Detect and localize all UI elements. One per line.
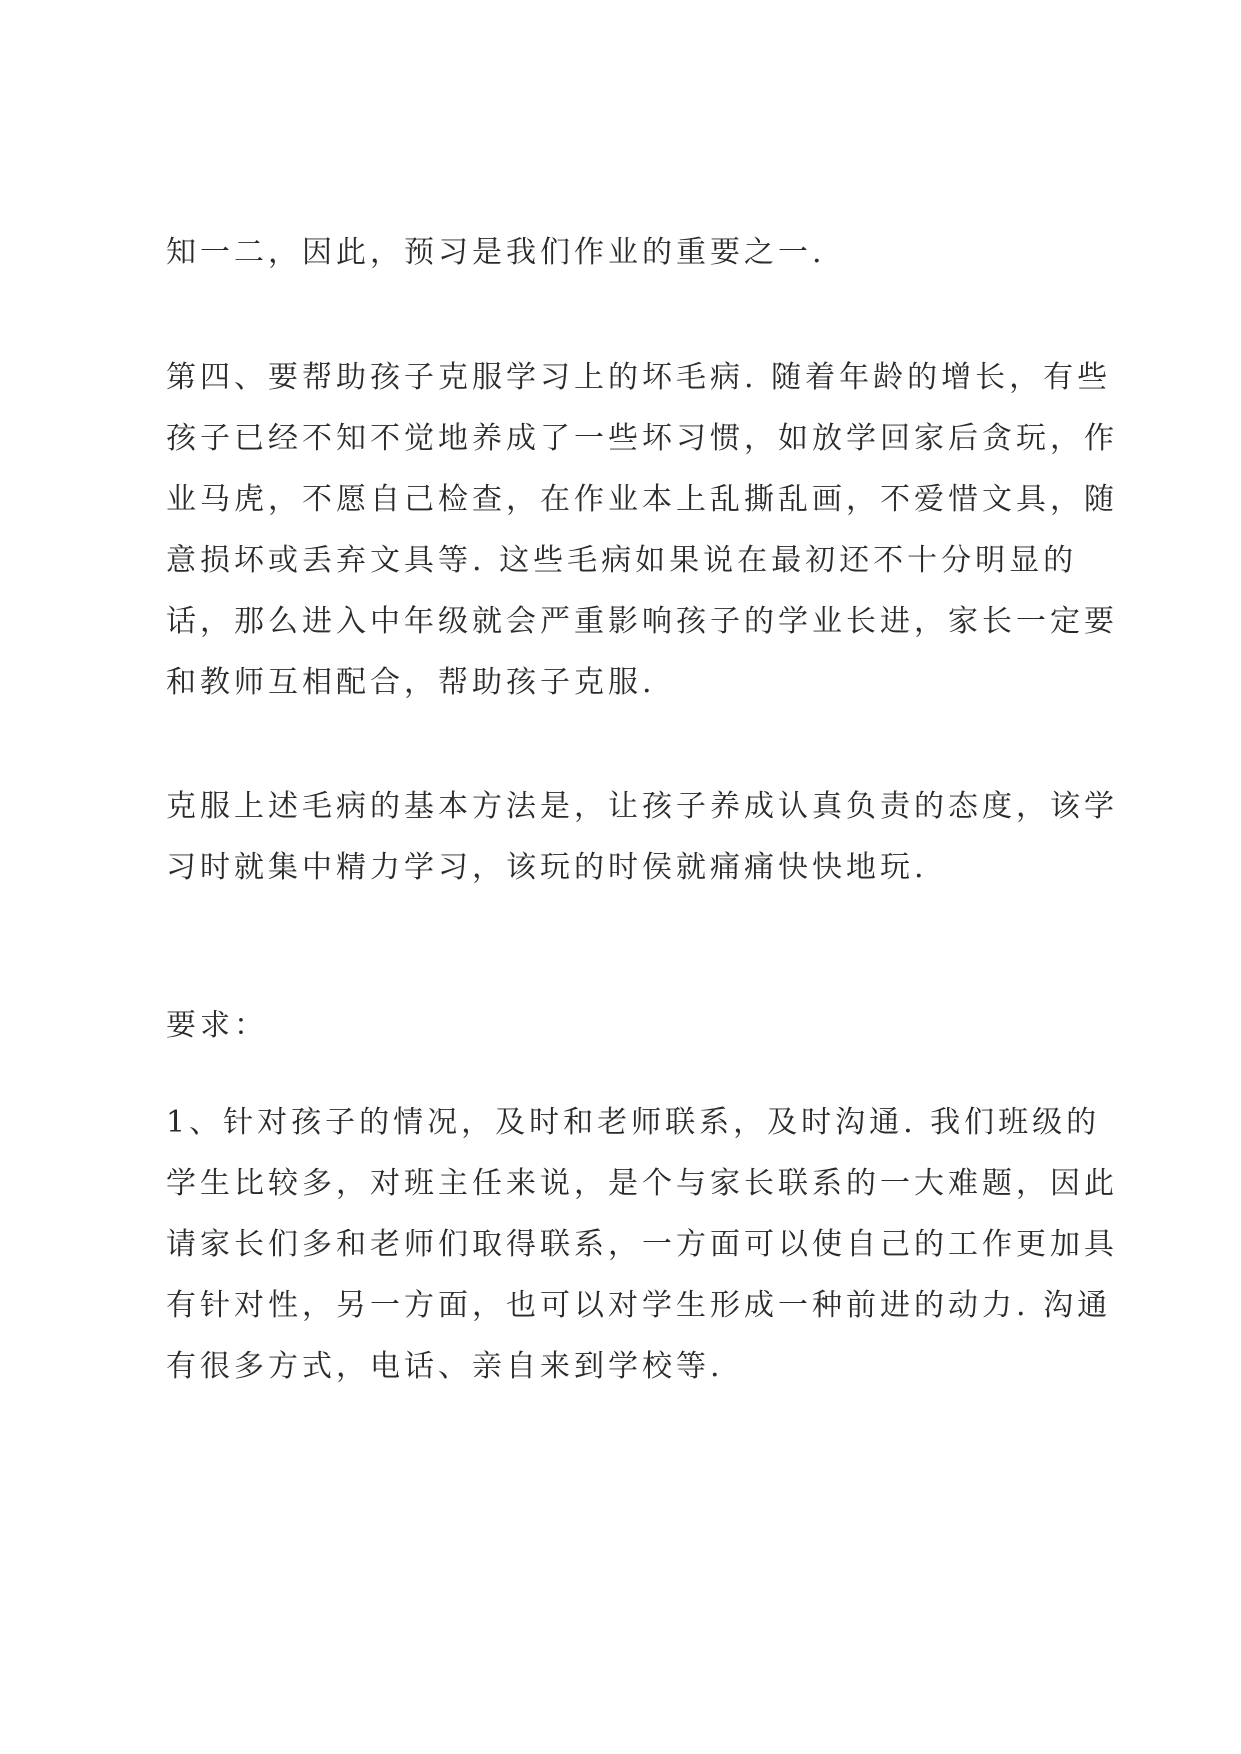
text-line: 意损坏或丢弃文具等. 这些毛病如果说在最初还不十分明显的 [166,543,1078,578]
text-line: 1、针对孩子的情况，及时和老师联系，及时沟通. 我们班级的 [166,1105,1101,1140]
paragraph-fourth-point [166,347,1118,713]
text-line: 要求： [166,1008,268,1043]
paragraph-requirement-1 [166,1092,1118,1397]
text-line: 有很多方式，电话、亲自来到学校等. [166,1349,724,1384]
text-line: 请家长们多和老师们取得联系，一方面可以使自己的工作更加具 [166,1227,1118,1262]
text-line: 业马虎，不愿自己检查，在作业本上乱撕乱画，不爱惜文具，随 [166,482,1118,517]
text-line: 学生比较多，对班主任来说，是个与家长联系的一大难题，因此 [166,1166,1118,1201]
paragraph-preview-note [166,222,1096,283]
text-line: 和教师互相配合，帮助孩子克服. [166,665,656,700]
text-line: 克服上述毛病的基本方法是，让孩子养成认真负责的态度，该学 [166,789,1118,824]
text-line: 孩子已经不知不觉地养成了一些坏习惯，如放学回家后贪玩，作 [166,421,1118,456]
text-line: 话，那么进入中年级就会严重影响孩子的学业长进，家长一定要 [166,604,1118,639]
text-line: 知一二，因此，预习是我们作业的重要之一. [166,235,826,270]
paragraph-method [166,776,1118,898]
paragraph-requirements-heading [166,995,1096,1056]
text-line: 第四、要帮助孩子克服学习上的坏毛病. 随着年龄的增长，有些 [166,360,1112,395]
text-line: 有针对性，另一方面，也可以对学生形成一种前进的动力. 沟通 [166,1288,1112,1323]
text-line: 习时就集中精力学习，该玩的时侯就痛痛快快地玩. [166,850,928,885]
